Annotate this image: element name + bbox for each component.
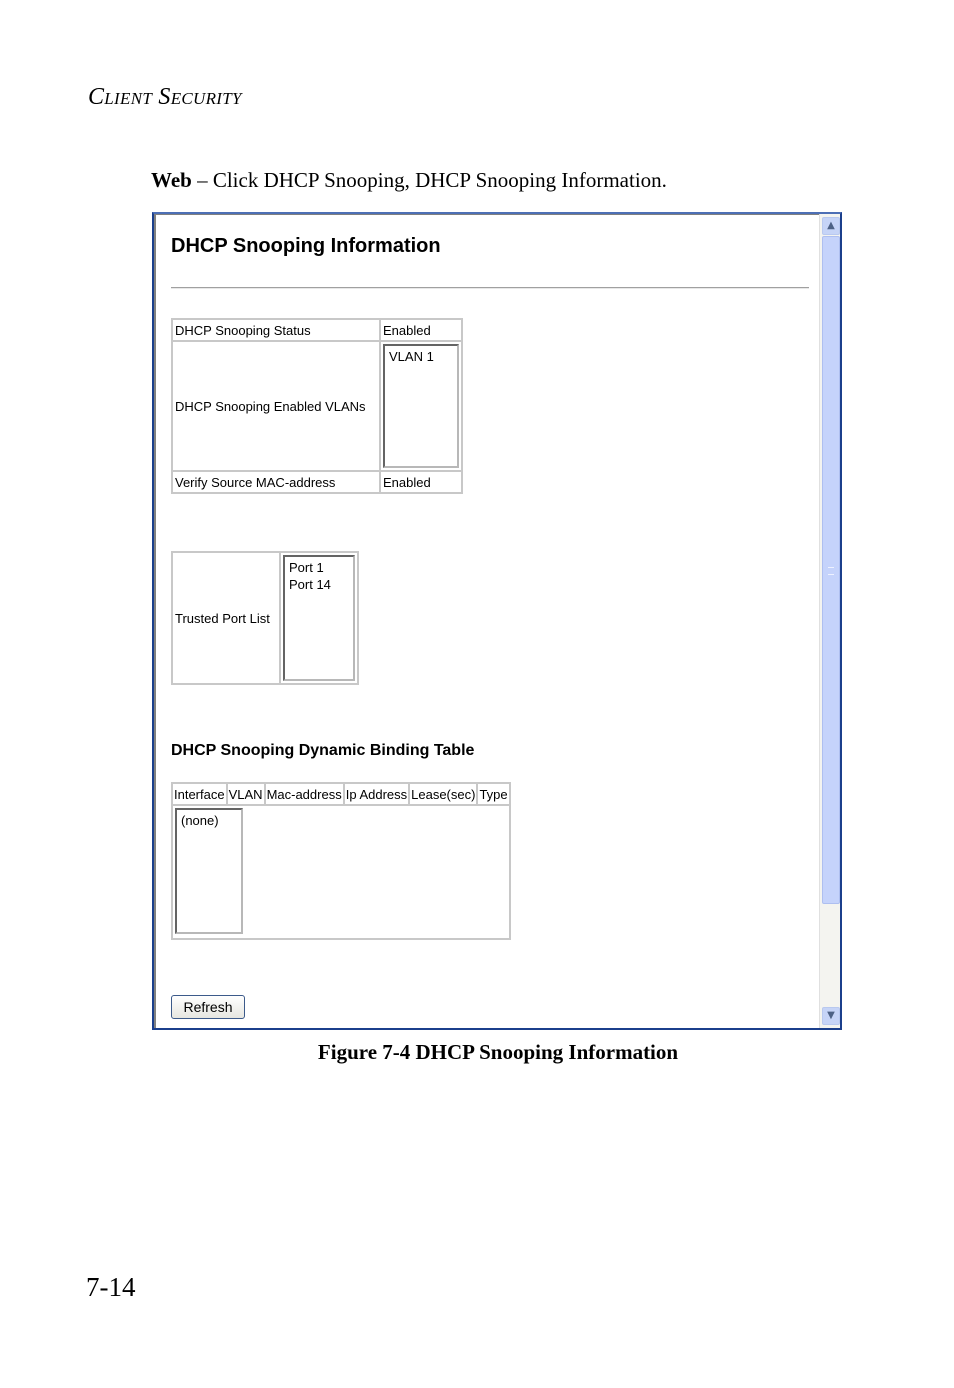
verify-mac-value: Enabled	[380, 471, 462, 493]
vertical-scrollbar[interactable]	[819, 214, 840, 1028]
trusted-port-cell	[280, 552, 358, 684]
vlans-label: DHCP Snooping Enabled VLANs	[172, 341, 380, 471]
title-divider	[171, 287, 809, 289]
vlan-option[interactable]: VLAN 1	[389, 349, 434, 364]
refresh-button[interactable]: Refresh	[171, 995, 245, 1019]
status-value: Enabled	[380, 319, 462, 341]
running-head: Client Security	[88, 84, 242, 110]
trusted-port-listbox[interactable]	[283, 555, 355, 681]
scroll-thumb[interactable]	[822, 236, 840, 904]
column-header-lease: Lease(sec)	[409, 783, 477, 805]
verify-mac-row	[172, 471, 462, 493]
binding-body-row	[172, 805, 510, 939]
vlans-listbox[interactable]	[383, 344, 459, 468]
page-number: 7-14	[86, 1272, 136, 1302]
scroll-grip	[828, 567, 834, 575]
scroll-down-arrow-icon[interactable]: ▼	[822, 1007, 840, 1025]
trusted-port-label: Trusted Port List	[172, 552, 280, 684]
vlans-row	[172, 341, 462, 471]
figure-caption: Figure 7-4 DHCP Snooping Information	[317, 1040, 679, 1064]
trusted-port-row	[172, 552, 358, 684]
column-header-vlan: VLAN	[227, 783, 265, 805]
binding-table	[171, 782, 511, 940]
binding-interface-option[interactable]: (none)	[181, 813, 219, 828]
page-title: DHCP Snooping Information	[171, 235, 441, 257]
trusted-port-table	[171, 551, 359, 685]
status-row	[172, 319, 462, 341]
status-label: DHCP Snooping Status	[172, 319, 380, 341]
page-content	[154, 214, 820, 1028]
binding-header-row	[172, 783, 510, 805]
trusted-port-option[interactable]: Port 14	[289, 577, 331, 592]
column-header-ip-address: Ip Address	[344, 783, 409, 805]
verify-mac-label: Verify Source MAC-address	[172, 471, 380, 493]
intro-instruction: – Click DHCP Snooping, DHCP Snooping Information.	[191, 168, 667, 192]
column-header-mac-address: Mac-address	[265, 783, 344, 805]
screenshot-window	[152, 212, 842, 1030]
column-header-interface: Interface	[172, 783, 227, 805]
trusted-port-option[interactable]: Port 1	[289, 560, 324, 575]
binding-interface-listbox[interactable]	[175, 808, 243, 934]
column-header-type: Type	[477, 783, 509, 805]
scroll-up-arrow-icon[interactable]: ▲	[822, 217, 840, 235]
intro-lead: Web	[151, 168, 192, 192]
intro-text	[151, 168, 667, 193]
binding-table-title: DHCP Snooping Dynamic Binding Table	[171, 742, 475, 759]
vlans-cell	[380, 341, 462, 471]
snooping-settings-table	[171, 318, 463, 494]
binding-body-cell	[172, 805, 510, 939]
